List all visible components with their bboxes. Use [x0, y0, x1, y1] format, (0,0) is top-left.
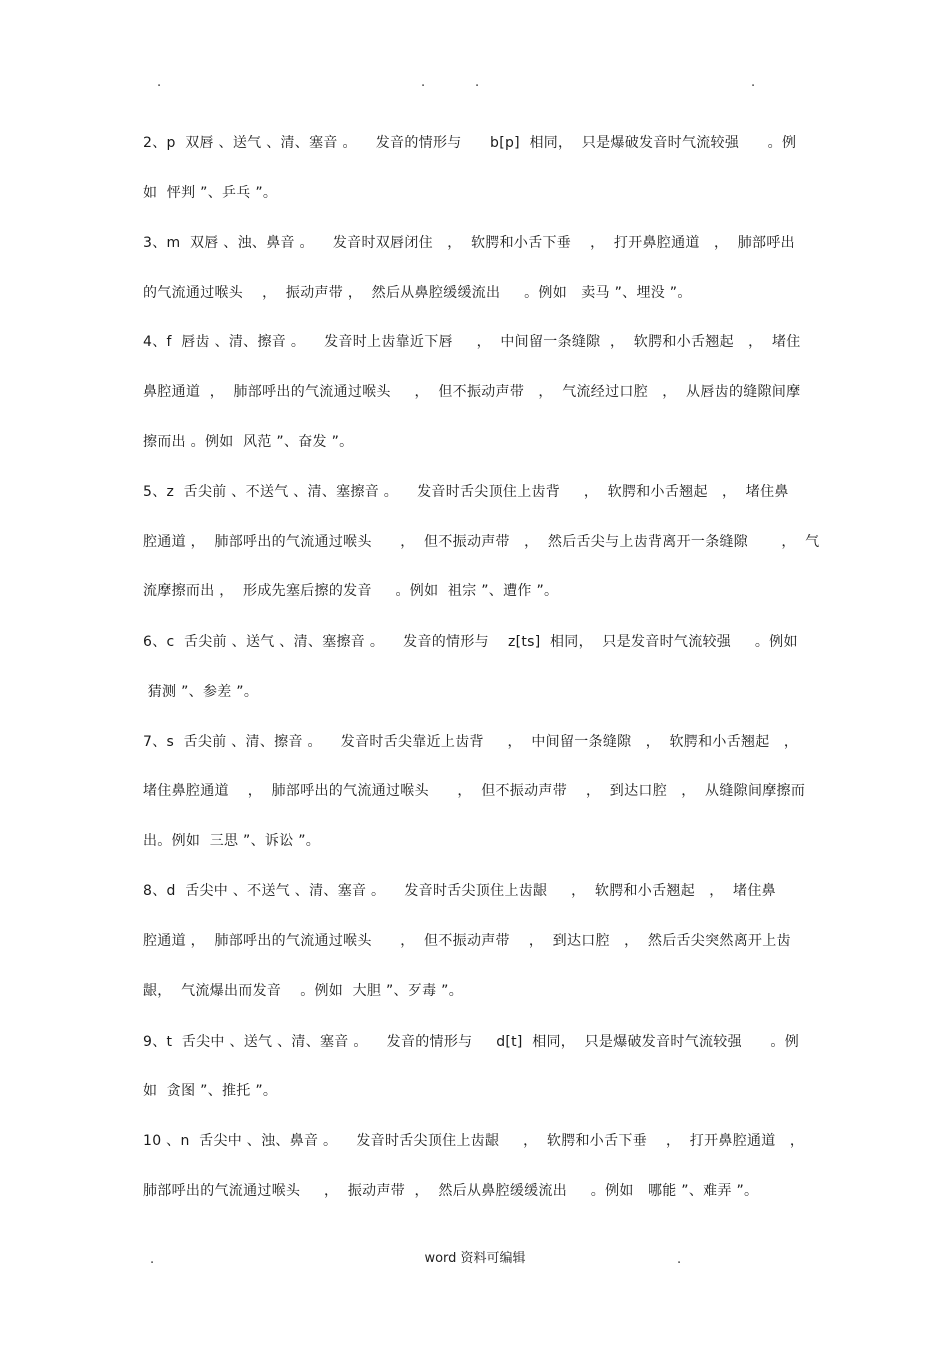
text-line: 猜测 ”、参差 ”。 — [143, 684, 259, 700]
text-line: 9、t 舌尖中 、送气 、清、塞音 。 发音的情形与 d[t] 相同， 只是爆破发音时气流较强 。例 — [143, 1034, 799, 1050]
footer-label: word 资料可编辑 — [424, 1251, 526, 1266]
text-line: 6、c 舌尖前 、送气 、清、塞擦音 。 发音的情形与 z[ts] 相同， 只是发音时气流较强 。例如 — [143, 634, 798, 650]
header-dot: . — [475, 75, 480, 90]
text-line: 7、s 舌尖前 、清、擦音 。 发音时舌尖靠近上齿背 ， 中间留一条缝隙 ， 软腭和小舌翘起 ， — [143, 734, 799, 750]
text-line: 的气流通过喉头 ， 振动声带 ， 然后从鼻腔缓缓流出 。例如 卖马 ”、埋没 ”。 — [143, 285, 692, 301]
text-line: 5、z 舌尖前 、不送气 、清、塞擦音 。 发音时舌尖顶住上齿背 ， 软腭和小舌翘起 ， 堵住鼻 — [143, 484, 789, 500]
text-line: 腔通道 ， 肺部呼出的气流通过喉头 ， 但不振动声带 ， 到达口腔 ， 然后舌尖突然离开上齿 — [143, 933, 791, 949]
header-dot: . — [421, 75, 426, 90]
text-line: 肺部呼出的气流通过喉头 ， 振动声带 ， 然后从鼻腔缓缓流出 。例如 哪能 ”、难弄 ”。 — [143, 1183, 759, 1199]
text-line: 如 贪图 ”、推托 ”。 — [143, 1083, 278, 1099]
text-line: 出。例如 三思 ”、诉讼 ”。 — [143, 833, 321, 849]
text-line: 10 、n 舌尖中 、浊、鼻音 。 发音时舌尖顶住上齿龈 ， 软腭和小舌下垂 ， 打开鼻腔通道 ， — [143, 1133, 805, 1149]
text-line: 8、d 舌尖中 、不送气 、清、塞音 。 发音时舌尖顶住上齿龈 ， 软腭和小舌翘起 ， 堵住鼻 — [143, 883, 776, 899]
header-dot: . — [157, 75, 162, 90]
text-line: 龈， 气流爆出而发音 。例如 大胆 ”、歹毒 ”。 — [143, 983, 464, 999]
footer-dot-right: . — [677, 1252, 682, 1267]
header-dot: . — [751, 75, 756, 90]
text-line: 腔通道 ， 肺部呼出的气流通过喉头 ， 但不振动声带 ， 然后舌尖与上齿背离开一条缝隙 ， 气 — [143, 534, 820, 550]
text-line: 如 怦判 ”、乒乓 ”。 — [143, 185, 278, 201]
footer-dot-left: . — [150, 1252, 155, 1267]
text-line: 2、p 双唇 、送气 、清、塞音 。 发音的情形与 b[p] 相同， 只是爆破发音时气流较强 。例 — [143, 135, 797, 151]
text-line: 堵住鼻腔通道 ， 肺部呼出的气流通过喉头 ， 但不振动声带 ， 到达口腔 ， 从缝隙间摩擦而 — [143, 783, 806, 799]
text-line: 4、f 唇齿 、清、擦音 。 发音时上齿靠近下唇 ， 中间留一条缝隙 ， 软腭和小舌翘起 ， 堵住 — [143, 334, 801, 350]
text-line: 流摩擦而出 ， 形成先塞后擦的发音 。例如 祖宗 ”、遭作 ”。 — [143, 583, 559, 599]
text-line: 鼻腔通道 ， 肺部呼出的气流通过喉头 ， 但不振动声带 ， 气流经过口腔 ， 从唇齿的缝隙间摩 — [143, 384, 801, 400]
text-line: 擦而出 。例如 风范 ”、奋发 ”。 — [143, 434, 354, 450]
text-line: 3、m 双唇 、浊、鼻音 。 发音时双唇闭住 ， 软腭和小舌下垂 ， 打开鼻腔通道 ， 肺部呼出 — [143, 235, 795, 251]
